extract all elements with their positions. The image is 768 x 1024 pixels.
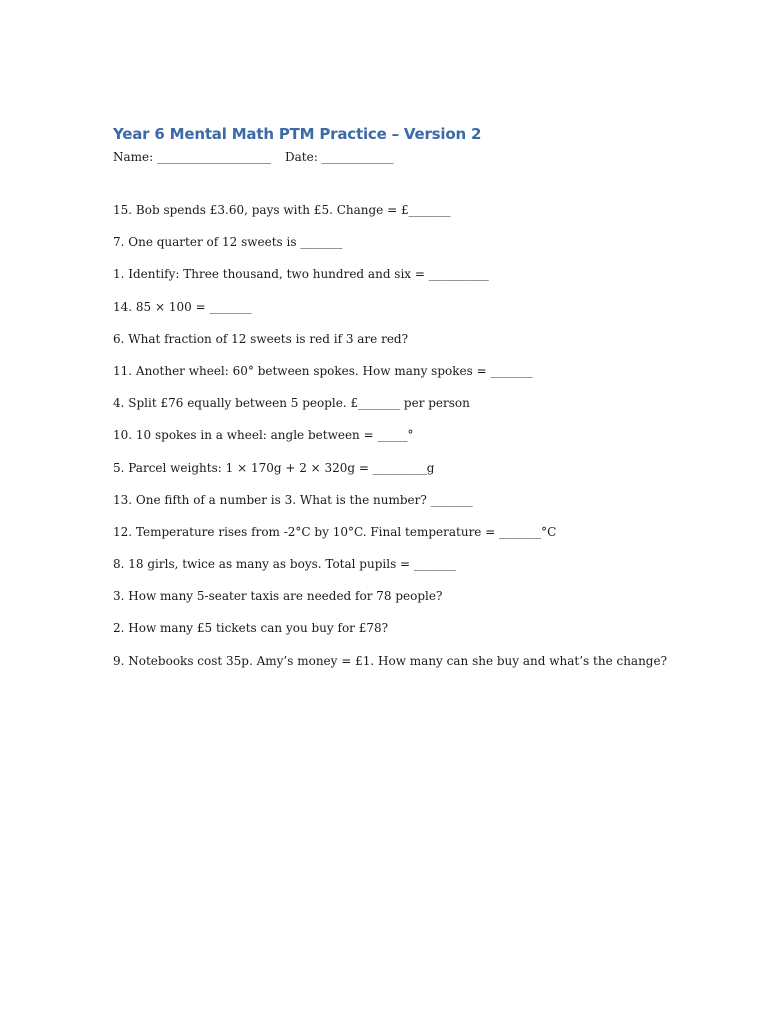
question-item: 2. How many £5 tickets can you buy for £78? [113, 621, 389, 636]
question-list [113, 202, 667, 685]
question-item: 1. Identify: Three thousand, two hundred and six = __________ [113, 267, 489, 282]
question-item: 4. Split £76 equally between 5 people. £_______ per person [113, 396, 470, 411]
question-item: 5. Parcel weights: 1 × 170g + 2 × 320g = _________g [113, 460, 435, 475]
question-item: 11. Another wheel: 60° between spokes. How many spokes = _______ [113, 363, 533, 378]
name-date-line [113, 150, 394, 164]
question-item: 15. Bob spends £3.60, pays with £5. Change = £_______ [113, 203, 451, 217]
question-item: 3. How many 5-seater taxis are needed for 78 people? [113, 589, 443, 604]
question-item: 8. 18 girls, twice as many as boys. Total pupils = _______ [113, 557, 456, 572]
name-field: Name: ___________________ [113, 150, 271, 164]
question-item: 12. Temperature rises from -2°C by 10°C. Final temperature = _______°C [113, 524, 557, 539]
question-item: 6. What fraction of 12 sweets is red if 3 are red? [113, 331, 409, 346]
question-item: 7. One quarter of 12 sweets is _______ [113, 235, 343, 250]
question-item: 14. 85 × 100 = _______ [113, 299, 252, 314]
question-item: 13. One fifth of a number is 3. What is the number? _______ [113, 492, 473, 507]
date-field: Date: ____________ [285, 150, 394, 164]
question-item: 10. 10 spokes in a wheel: angle between = _____° [113, 428, 414, 443]
page-title: Year 6 Mental Math PTM Practice – Version 2 [113, 125, 482, 143]
question-item: 9. Notebooks cost 35p. Amy’s money = £1. How many can she buy and what’s the change? [113, 653, 668, 668]
